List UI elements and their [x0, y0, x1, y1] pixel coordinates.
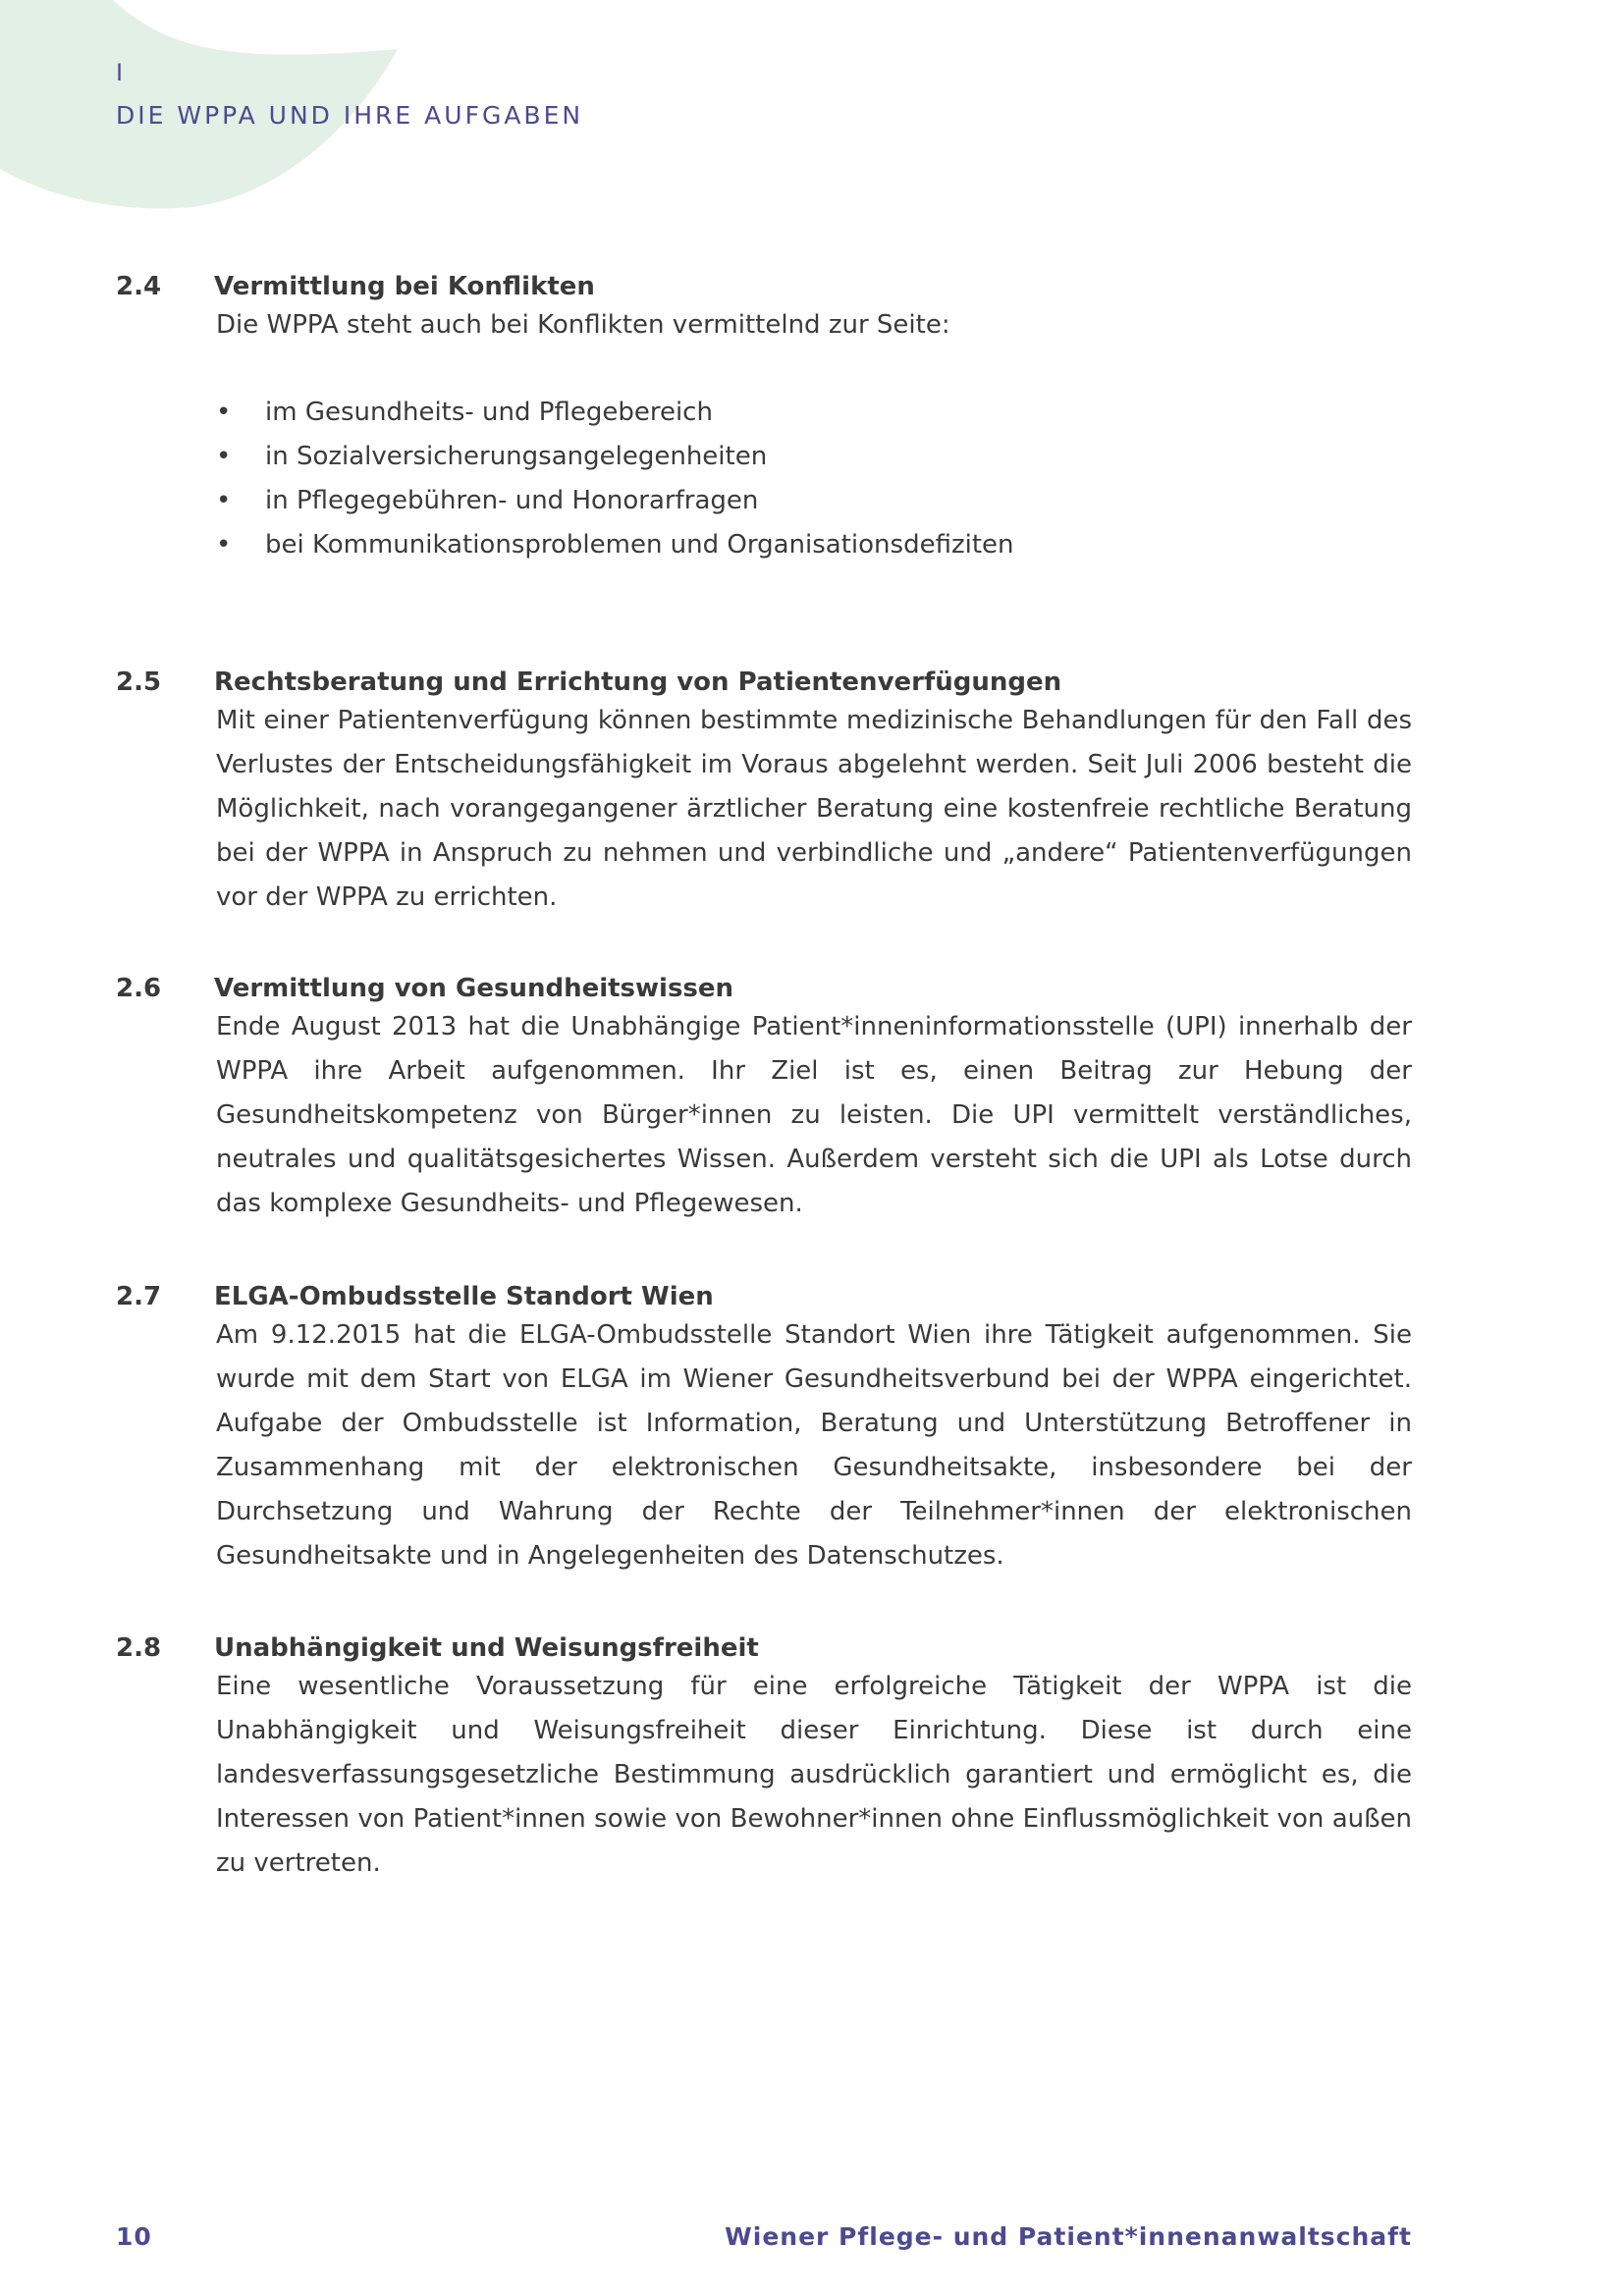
bullet-icon: • [216, 530, 232, 560]
list-item-text: bei Kommunikationsproblemen und Organisationsdefiziten [265, 530, 1014, 560]
section-body [216, 1005, 1412, 1226]
list-item [216, 435, 1412, 479]
section-body [216, 1665, 1412, 1886]
chapter-numeral: I [116, 59, 127, 86]
list-item-text: in Pflegegebühren- und Honorarfragen [265, 486, 759, 515]
section-body [216, 699, 1412, 920]
bullet-list [216, 391, 1412, 567]
section-paragraph: Eine wesentliche Voraussetzung für eine erfolgreiche Tätigkeit der WPPA ist die Unabhängigkeit und Weisungsfreiheit dieser Einrichtung. Diese ist durch eine landesverfassungsgesetzliche Bestimmung ausdrücklich garantiert und ermöglicht es, die Interessen von Patient*innen sowie von Bewohner*innen ohne Einflussmöglichkeit von außen zu vertreten. [216, 1672, 1412, 1878]
section-title: Vermittlung von Gesundheitswissen [214, 974, 734, 1003]
list-item [216, 523, 1412, 567]
bullet-icon: • [216, 442, 232, 471]
section-2-5 [116, 666, 1412, 920]
section-number: 2.8 [116, 1633, 162, 1663]
section-title: ELGA-Ombudsstelle Standort Wien [214, 1282, 714, 1311]
chapter-title: DIE WPPA UND IHRE AUFGABEN [116, 101, 584, 130]
section-body [216, 303, 1412, 567]
section-paragraph: Mit einer Patientenverfügung können bestimmte medizinische Behandlungen für den Fall des Verlustes der Entscheidungsfähigkeit im Voraus abgelehnt werden. Seit Juli 2006 besteht die Möglichkeit, nach vorangegangener ärztlicher Beratung eine kostenfreie rechtliche Beratung bei der WPPA in Anspruch zu nehmen und verbindliche und „andere“ Patientenverfügungen vor der WPPA zu errichten. [216, 706, 1412, 912]
section-title: Rechtsberatung und Errichtung von Patientenverfügungen [214, 667, 1062, 697]
running-header [116, 57, 583, 132]
section-2-4 [116, 270, 1412, 567]
footer-organization: Wiener Pflege- und Patient*innenanwaltschaft [725, 2222, 1412, 2251]
section-2-6 [116, 972, 1412, 1226]
section-body [216, 1313, 1412, 1578]
section-number: 2.5 [116, 667, 162, 697]
list-item [216, 479, 1412, 523]
section-heading [116, 1280, 1412, 1313]
bullet-icon: • [216, 486, 232, 515]
section-2-8 [116, 1631, 1412, 1886]
list-item [216, 391, 1412, 435]
list-item-text: in Sozialversicherungsangelegenheiten [265, 442, 768, 471]
page-number: 10 [116, 2222, 152, 2251]
list-item-text: im Gesundheits- und Pflegebereich [265, 398, 713, 427]
section-title: Unabhängigkeit und Weisungsfreiheit [214, 1633, 759, 1663]
section-title: Vermittlung bei Konflikten [214, 272, 595, 301]
section-heading [116, 666, 1412, 699]
section-paragraph: Am 9.12.2015 hat die ELGA-Ombudsstelle Standort Wien ihre Tätigkeit aufgenommen. Sie wurde mit dem Start von ELGA im Wiener Gesundheitsverbund bei der WPPA eingerichtet. Aufgabe der Ombudsstelle ist Information, Beratung und Unterstützung Betroffener in Zusammenhang mit der elektronischen Gesundheitsakte, insbesondere bei der Durchsetzung und Wahrung der Rechte der Teilnehmer*innen der elektronischen Gesundheitsakte und in Angelegenheiten des Datenschutzes. [216, 1320, 1412, 1571]
section-number: 2.6 [116, 974, 162, 1003]
bullet-icon: • [216, 398, 232, 427]
page-footer [116, 2220, 1412, 2254]
section-paragraph: Ende August 2013 hat die Unabhängige Patient*inneninformationsstelle (UPI) innerhalb der WPPA ihre Arbeit aufgenommen. Ihr Ziel ist es, einen Beitrag zur Hebung der Gesundheitskompetenz von Bürger*innen zu leisten. Die UPI vermittelt verständliches, neutrales und qualitätsgesichertes Wissen. Außerdem versteht sich die UPI als Lotse durch das komplexe Gesundheits- und Pflegewesen. [216, 1012, 1412, 1218]
section-intro: Die WPPA steht auch bei Konflikten vermittelnd zur Seite: [216, 310, 950, 340]
section-number: 2.7 [116, 1282, 162, 1311]
section-number: 2.4 [116, 272, 162, 301]
section-heading [116, 972, 1412, 1005]
section-2-7 [116, 1280, 1412, 1578]
section-heading [116, 270, 1412, 303]
section-heading [116, 1631, 1412, 1665]
